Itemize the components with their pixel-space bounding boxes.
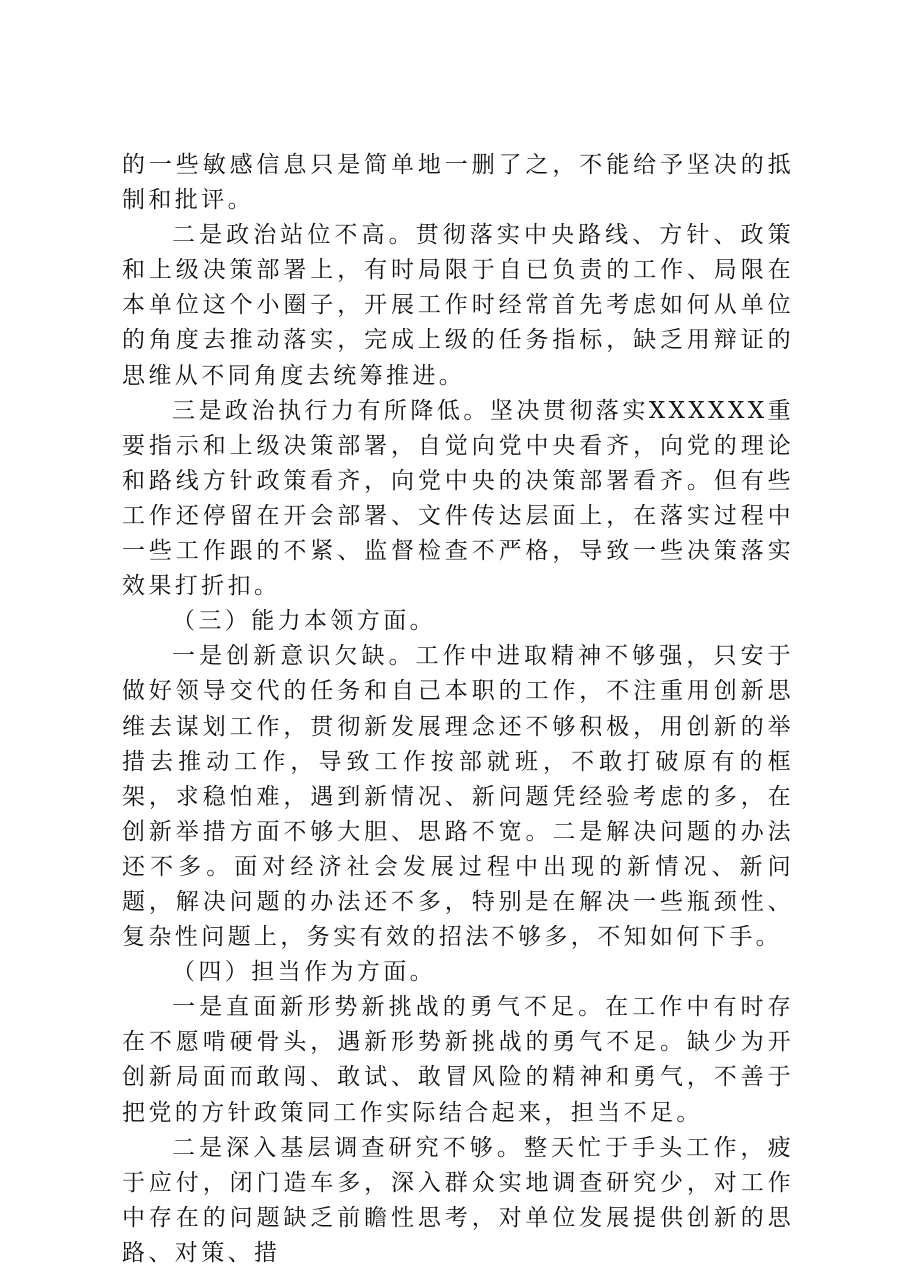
paragraph-continuation: 的一些敏感信息只是简单地一删了之，不能给予坚决的抵制和批评。 [122, 152, 794, 214]
paragraph-innovation: 一是创新意识欠缺。工作中进取精神不够强，只安于做好领导交代的任务和自己本职的工作，不注重用创新思维去谋划工作，贯彻新发展理念还不够积极，用创新的举措去推动工作，导致工作按部就班，不敢打破原有的框架，求稳怕难，遇到新情况、新问题凭经验考虑的多，在创新举措方面不够大胆、思路不宽。二是解决问题的办法还不多。面对经济社会发展过程中出现的新情况、新问题，解决问题的办法还不多，特别是在解决一些瓶颈性、复杂性问题上，务实有效的招法不够多，不知如何下手。 [122, 643, 794, 951]
document-body [122, 148, 794, 1271]
paragraph-political-execution: 三是政治执行力有所降低。坚决贯彻落实XXXXXX重要指示和上级决策部署，自觉向党中央看齐，向党的理论和路线方针政策看齐，向党中央的决策部署看齐。但有些工作还停留在开会部署、文件传达层面上，在落实过程中一些工作跟的不紧、监督检查不严格，导致一些决策落实效果打折扣。 [122, 397, 794, 600]
paragraph-political-standing: 二是政治站位不高。贯彻落实中央路线、方针、政策和上级决策部署上，有时局限于自已负责的工作、局限在本单位这个小圈子，开展工作时经常首先考虑如何从单位的角度去推动落实，完成上级的任务指标，缺乏用辩证的思维从不同角度去统筹推进。 [122, 222, 794, 389]
section-heading-responsibility: （四）担当作为方面。 [172, 959, 436, 986]
paragraph-grassroots-research: 二是深入基层调查研究不够。整天忙于手头工作，疲于应付，闭门造车多，深入群众实地调查研究少，对工作中存在的问题缺乏前瞻性思考，对单位发展提供创新的思路、对策、措 [122, 1134, 794, 1266]
section-heading-ability: （三）能力本领方面。 [172, 608, 436, 635]
paragraph-courage: 一是直面新形势新挑战的勇气不足。在工作中有时存在不愿啃硬骨头，遇新形势新挑战的勇气不足。缺少为开创新局面而敢闯、敢试、敢冒风险的精神和勇气，不善于把党的方针政策同工作实际结合起来，担当不足。 [122, 994, 794, 1126]
